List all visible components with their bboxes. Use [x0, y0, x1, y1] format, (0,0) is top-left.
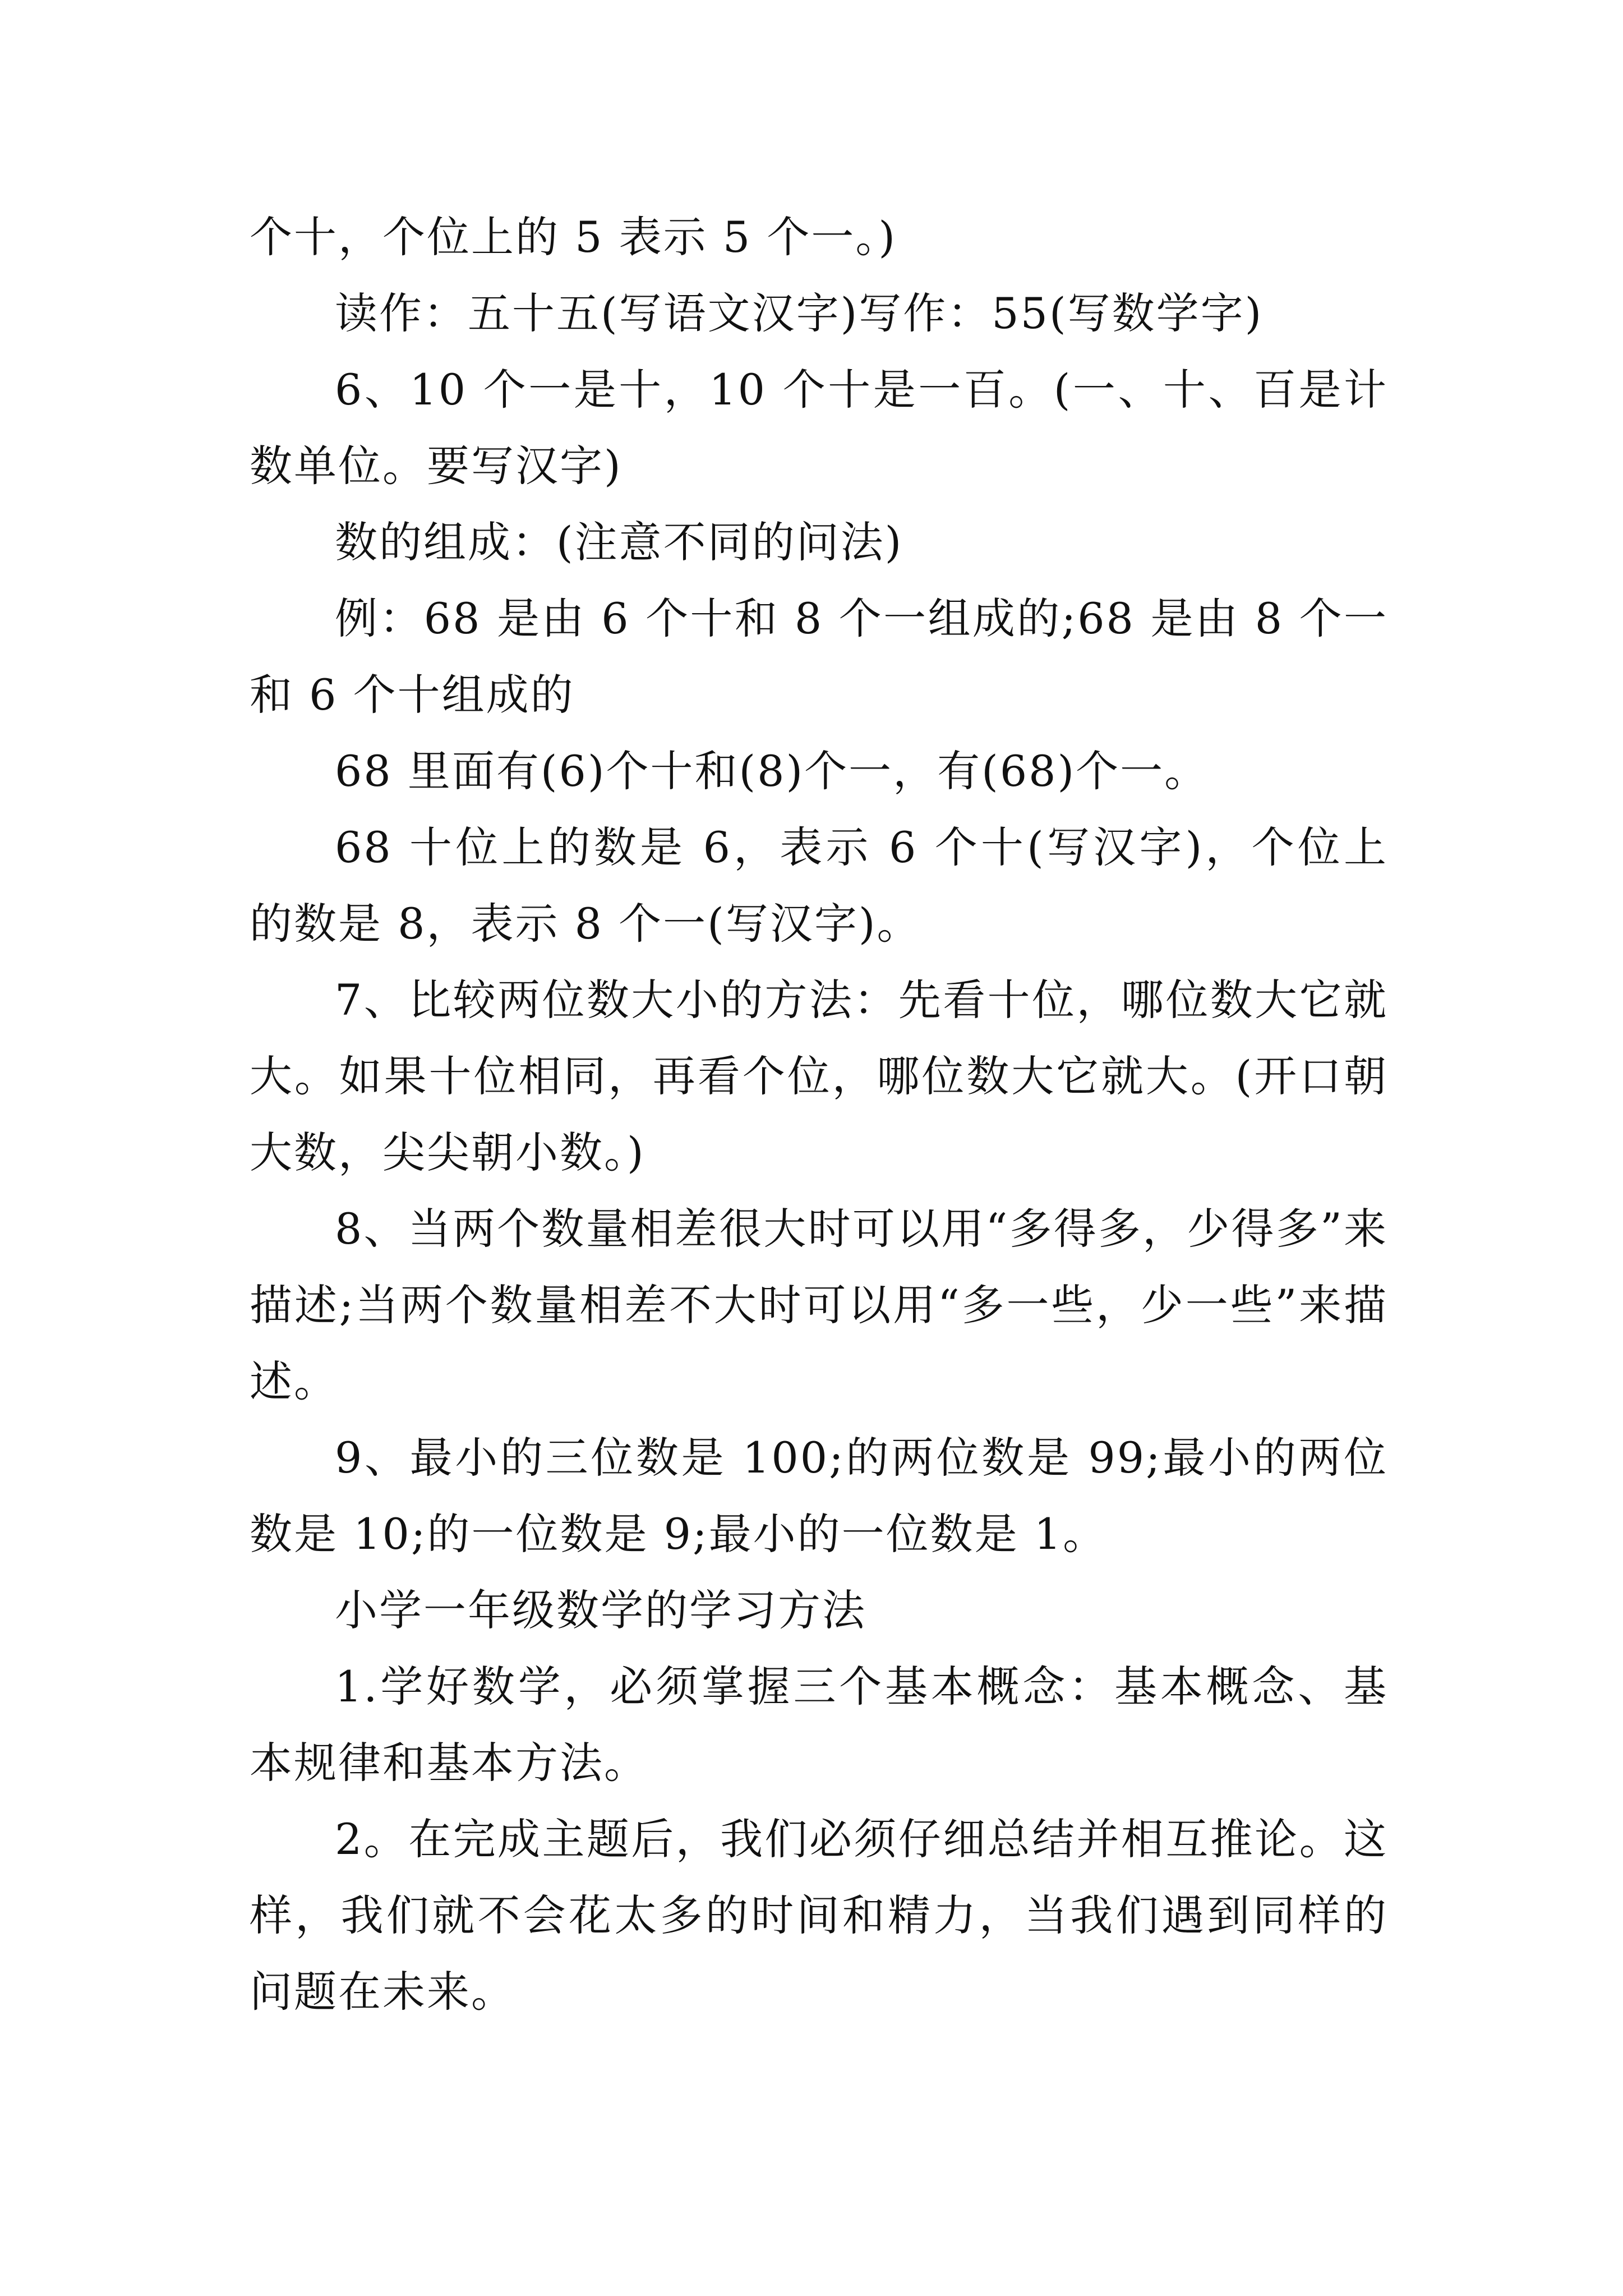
document-body [250, 199, 1388, 2030]
paragraph-counting-units: 6、10 个一是十，10 个十是一百。(一、十、百是计数单位。要写汉字) [250, 365, 1388, 491]
paragraph-compare-two-digit: 7、比较两位数大小的方法：先看十位，哪位数大它就大。如果十位相同，再看个位，哪位数大它就大。(开口朝大数，尖尖朝小数。) [250, 975, 1388, 1177]
paragraph-quantity-difference: 8、当两个数量相差很大时可以用“多得多，少得多”来描述;当两个数量相差不大时可以用“多一些，少一些”来描述。 [250, 1204, 1388, 1406]
section-heading-learning-methods: 小学一年级数学的学习方法 [335, 1585, 866, 1635]
paragraph-68-tens-ones: 68 里面有(6)个十和(8)个一，有(68)个一。 [335, 746, 1209, 796]
paragraph-smallest-largest: 9、最小的三位数是 100;的两位数是 99;最小的两位数是 10;的一位数是 9;最小的一位数是 1。 [250, 1433, 1388, 1559]
paragraph-method-1: 1.学好数学，必须掌握三个基本概念：基本概念、基本规律和基本方法。 [250, 1662, 1388, 1788]
paragraph-reading-writing: 读作：五十五(写语文汉字)写作：55(写数学字) [335, 288, 1264, 338]
paragraph-number-composition: 数的组成：(注意不同的问法) [335, 517, 903, 567]
paragraph-continuation: 个十，个位上的 5 表示 5 个一。) [250, 212, 897, 262]
paragraph-method-2: 2。在完成主题后，我们必须仔细总结并相互推论。这样，我们就不会花太多的时间和精力，当我们遇到同样的问题在未来。 [250, 1814, 1388, 2017]
paragraph-example-68: 例：68 是由 6 个十和 8 个一组成的;68 是由 8 个一和 6 个十组成的 [250, 593, 1388, 720]
paragraph-68-place-values: 68 十位上的数是 6，表示 6 个十(写汉字)，个位上的数是 8，表示 8 个一(写汉字)。 [250, 822, 1388, 949]
